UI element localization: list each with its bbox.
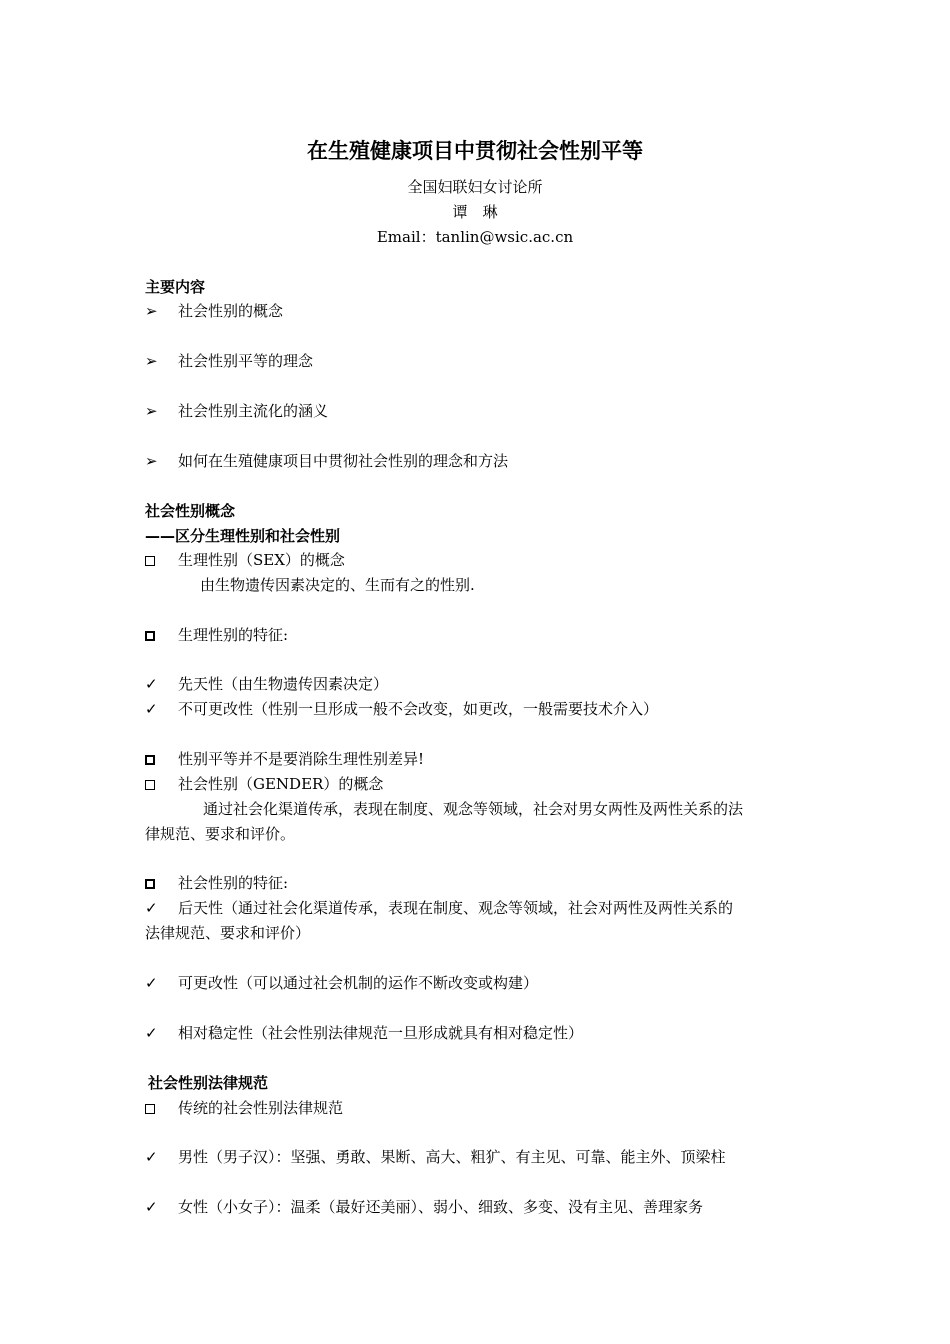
checkbox-bullet-icon [145,549,165,571]
norms-heading: 社会性别法律规范 [148,1074,269,1092]
checkmark-icon: ✓ [145,700,158,718]
contents-item: 社会性别平等的理念 [178,352,314,370]
contents-item: 社会性别主流化的涵义 [178,402,329,420]
checkbox-bullet-icon [145,872,165,894]
checkmark-icon: ✓ [145,1024,158,1042]
checkbox-bullet-icon [145,773,165,795]
concept-subheading: ——区分生理性别和社会性别 [145,527,341,545]
gender-concept-label: 社会性别（GENDER）的概念 [178,775,384,793]
arrow-bullet-icon: ➢ [145,302,158,320]
concept-heading: 社会性别概念 [145,502,236,520]
sex-feature-item: 不可更改性（性别一旦形成一般不会改变，如更改，一般需要技术介入） [178,700,659,718]
sex-concept-label: 生理性别（SEX）的概念 [178,551,345,569]
arrow-bullet-icon: ➢ [145,352,158,370]
author-name: 谭 琳 [452,203,498,221]
checkmark-icon: ✓ [145,974,158,992]
sex-definition: 由生物遗传因素决定的、生而有之的性别. [200,576,475,594]
norms-traditional-label: 传统的社会性别法律规范 [178,1099,344,1117]
contents-heading: 主要内容 [145,278,206,296]
checkmark-icon: ✓ [145,1148,158,1166]
author-organization: 全国妇联妇女讨论所 [407,178,543,196]
checkmark-icon: ✓ [145,675,158,693]
checkbox-bullet-icon [145,748,165,770]
gender-feature-item: 后天性（通过社会化渠道传承，表现在制度、观念等领域，社会对两性及两性关系的 [178,899,734,917]
contents-item: 社会性别的概念 [178,302,284,320]
gender-feature-item: 可更改性（可以通过社会机制的运作不断改变或构建） [178,974,539,992]
gender-definition-cont: 律规范、要求和评价。 [145,825,296,843]
norms-male: 男性（男子汉）：坚强、勇敢、果断、高大、粗犷、有主见、可靠、能主外、顶梁柱 [178,1148,726,1166]
document-title: 在生殖健康项目中贯彻社会性别平等 [307,139,643,163]
contents-item: 如何在生殖健康项目中贯彻社会性别的理念和方法 [178,452,509,470]
checkmark-icon: ✓ [145,899,158,917]
norms-female: 女性（小女子）：温柔（最好还美丽）、弱小、细致、多变、没有主见、善理家务 [178,1198,704,1216]
gender-features-label: 社会性别的特征: [178,874,289,892]
sex-feature-item: 先天性（由生物遗传因素决定） [178,675,389,693]
checkbox-bullet-icon [145,624,165,646]
sex-features-label: 生理性别的特征: [178,626,289,644]
checkbox-bullet-icon [145,1097,165,1119]
checkmark-icon: ✓ [145,1198,158,1216]
arrow-bullet-icon: ➢ [145,402,158,420]
author-email: Email：tanlin@wsic.ac.cn [376,228,574,246]
gender-feature-item: 相对稳定性（社会性别法律规范一旦形成就具有相对稳定性） [178,1024,584,1042]
equality-note: 性别平等并不是要消除生理性别差异! [178,750,425,768]
gender-feature-item-cont: 法律规范、要求和评价） [145,924,311,942]
arrow-bullet-icon: ➢ [145,452,158,470]
gender-definition: 通过社会化渠道传承，表现在制度、观念等领域，社会对男女两性及两性关系的法 [203,800,744,818]
